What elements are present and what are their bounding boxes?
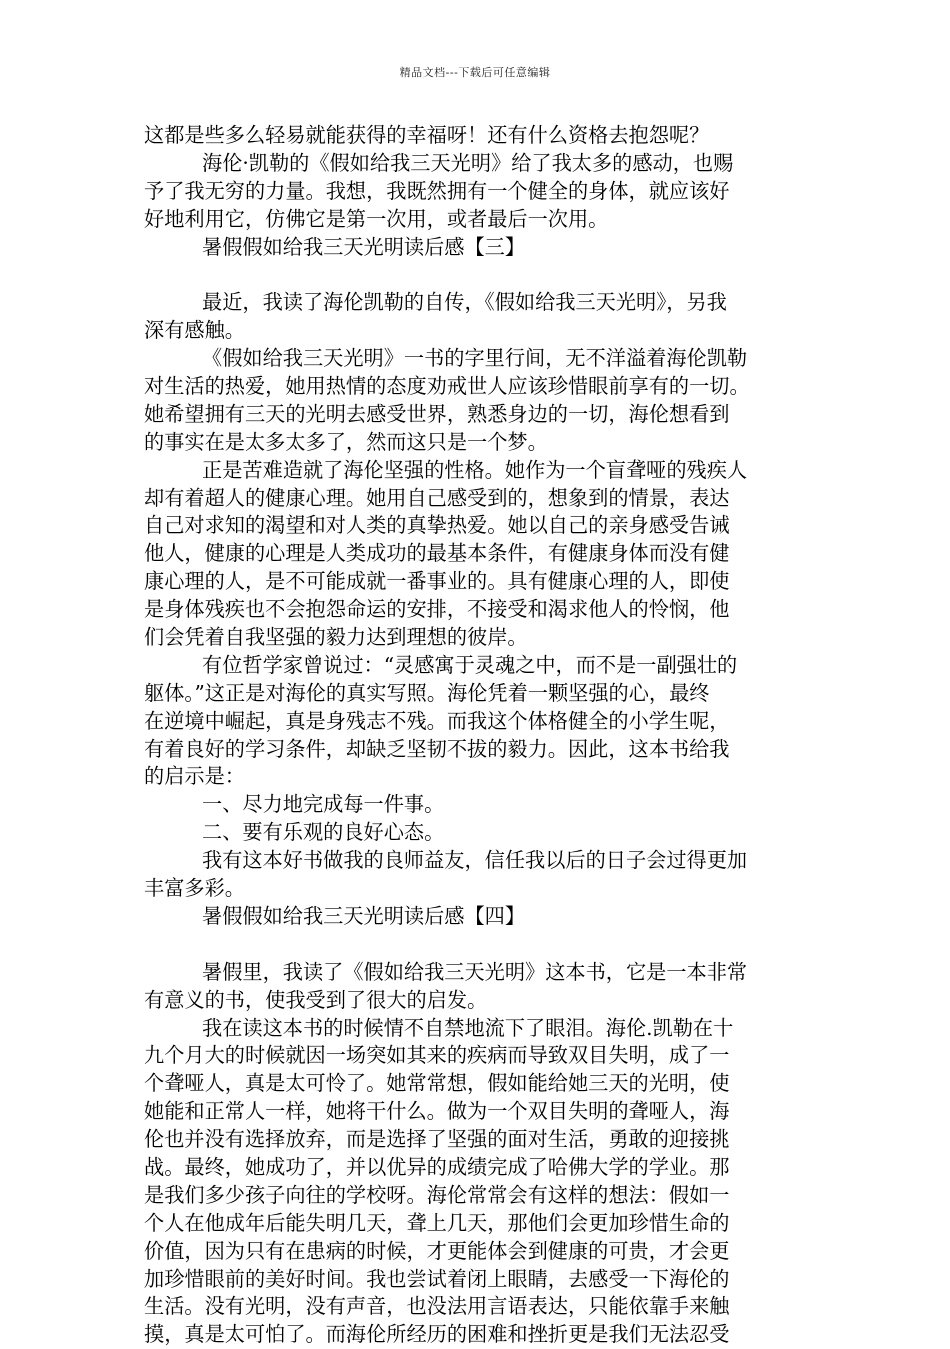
paragraph-start: 海伦·凯勒的《假如给我三天光明》给了我太多的感动，也赐 (202, 150, 734, 175)
text-line: 是身体残疾也不会抱怨命运的安排，不接受和渴求他人的怜悯，他 (144, 597, 730, 622)
text-line: 加珍惜眼前的美好时间。我也尝试着闭上眼睛，去感受一下海伦的 (144, 1266, 730, 1291)
text-line: 在逆境中崛起，真是身残志不残。而我这个体格健全的小学生呢， (144, 708, 730, 733)
paragraph-start: 最近，我读了海伦凯勒的自传，《假如给我三天光明》，另我 (202, 290, 727, 315)
text-line: 的事实在是太多太多了，然而这只是一个梦。 (144, 429, 548, 454)
text-line: 却有着超人的健康心理。她用自己感受到的，想象到的情景，表达 (144, 485, 730, 510)
text-line: 有着良好的学习条件，却缺乏坚韧不拔的毅力。因此，这本书给我 (144, 736, 730, 761)
text-line: 的启示是： (144, 764, 245, 789)
blank-line (144, 261, 810, 289)
text-line: 好地利用它，仿佛它是第一次用，或者最后一次用。 (144, 206, 609, 231)
paragraph-start: 《假如给我三天光明》一书的字里行间，无不洋溢着海伦凯勒 (202, 346, 748, 371)
text-line: 个聋哑人，真是太可怜了。她常常想，假如能给她三天的光明，使 (144, 1071, 730, 1096)
text-line: 九个月大的时候就因一场突如其来的疾病而导致双目失明，成了一 (144, 1043, 730, 1068)
text-line: 是我们多少孩子向往的学校呀。海伦常常会有这样的想法：假如一 (144, 1182, 730, 1207)
blank-line (144, 931, 810, 959)
text-line: 予了我无穷的力量。我想，我既然拥有一个健全的身体，就应该好 (144, 178, 730, 203)
section-heading: 暑假假如给我三天光明读后感【四】 (202, 903, 526, 928)
paragraph-start: 我有这本好书做我的良师益友，信任我以后的日子会过得更加 (202, 848, 748, 873)
text-line: 深有感触。 (144, 318, 245, 343)
text-line: 对生活的热爱，她用热情的态度劝戒世人应该珍惜眼前享有的一切。 (144, 374, 750, 399)
text-line: 摸，真是太可怕了。而海伦所经历的困难和挫折更是我们无法忍受 (144, 1322, 730, 1347)
text-line: 个人在他成年后能失明几天，聋上几天，那他们会更加珍惜生命的 (144, 1210, 730, 1235)
page-header: 精品文档---下载后可任意编辑 (399, 66, 551, 79)
text-line: 她能和正常人一样，她将干什么。做为一个双目失明的聋哑人，海 (144, 1099, 730, 1124)
paragraph-start: 正是苦难造就了海伦坚强的性格。她作为一个盲聋哑的残疾人 (202, 457, 748, 482)
text-line: 们会凭着自我坚强的毅力达到理想的彼岸。 (144, 625, 528, 650)
paragraph-start: 我在读这本书的时候情不自禁地流下了眼泪。海伦.凯勒在十 (202, 1015, 734, 1040)
text-line: 丰富多彩。 (144, 876, 245, 901)
text-line: 康心理的人，是不可能成就一番事业的。具有健康心理的人，即使 (144, 569, 730, 594)
text-line: 战。最终，她成功了，并以优异的成绩完成了哈佛大学的学业。那 (144, 1154, 730, 1179)
text-line: 价值，因为只有在患病的时候，才更能体会到健康的可贵，才会更 (144, 1238, 730, 1263)
text-line: 她希望拥有三天的光明去感受世界，熟悉身边的一切，海伦想看到 (144, 401, 730, 426)
document-body (144, 122, 810, 1349)
text-line: 伦也并没有选择放弃，而是选择了坚强的面对生活，勇敢的迎接挑 (144, 1127, 730, 1152)
paragraph-start: 暑假里，我读了《假如给我三天光明》这本书，它是一本非常 (202, 959, 748, 984)
section-heading: 暑假假如给我三天光明读后感【三】 (202, 234, 526, 259)
text-line: 生活。没有光明，没有声音，也没法用言语表达，只能依靠手来触 (144, 1294, 730, 1319)
list-item: 二、要有乐观的良好心态。 (202, 820, 445, 845)
text-line: 有意义的书，使我受到了很大的启发。 (144, 987, 488, 1012)
text-line: 躯体。”这正是对海伦的真实写照。海伦凭着一颗坚强的心，最终 (144, 680, 710, 705)
text-line: 这都是些多么轻易就能获得的幸福呀！还有什么资格去抱怨呢？ (144, 123, 710, 147)
paragraph-start: 有位哲学家曾说过：“灵感寓于灵魂之中，而不是一副强壮的 (202, 652, 738, 677)
list-item: 一、尽力地完成每一件事。 (202, 792, 445, 817)
text-line: 自己对求知的渴望和对人类的真挚热爱。她以自己的亲身感受告诫 (144, 513, 730, 538)
text-line: 他人，健康的心理是人类成功的最基本条件，有健康身体而没有健 (144, 541, 730, 566)
